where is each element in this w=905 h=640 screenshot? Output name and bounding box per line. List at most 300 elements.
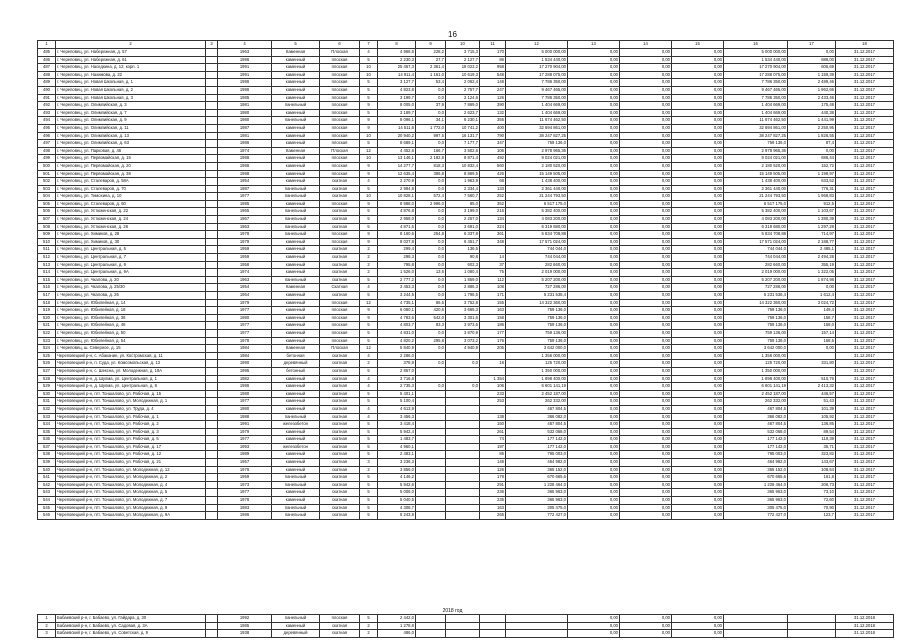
table-cell: 0,00 [672,223,724,231]
table-cell: плоская [320,109,360,117]
table-cell: 0,0 [416,238,446,246]
table-cell: 536 [38,436,56,444]
table-cell: 10 [360,71,378,79]
table-cell: 489 [38,79,56,87]
table-row [38,200,894,208]
table-cell: 1 080,4 [446,269,480,277]
table-cell: каменный [272,94,320,102]
table-cell: 0,00 [568,170,620,178]
table-cell: 3 024,72 [788,299,836,307]
table-cell: плоская [320,329,360,337]
table-cell: 1977 [218,489,272,497]
table-cell: 31.12.2017 [836,200,894,208]
table-cell: 13,6 [416,269,446,277]
table-cell: 12 635,4 [378,170,416,178]
table-cell: каменный [272,622,320,630]
table-cell: 0,00 [568,383,620,391]
table-cell: 0,00 [788,49,836,57]
table-cell: 488 [38,71,56,79]
table-cell: 1991 [218,421,272,429]
table-row [38,383,894,391]
table-cell [206,231,218,239]
table-cell: 1963 [218,223,272,231]
table-cell: 0,00 [568,299,620,307]
table-cell: 0,00 [620,466,672,474]
table-cell: 4 083 200,00 [506,216,568,224]
table-cell [206,162,218,170]
table-cell: 1 380,39 [788,216,836,224]
table-cell: 378,9 [378,360,416,368]
table-cell: 14 911,4 [378,71,416,79]
table-cell: Череповецкий р-н, с. Абакание, ул. Костромская, д. 11 [56,352,206,360]
table-cell: 253 [480,398,506,406]
table-cell [206,421,218,429]
table-cell: 119,39 [788,436,836,444]
table-cell: 0,00 [672,390,724,398]
table-cell: г. Череповец, ул. Новая Школьная, д. 1 [56,79,206,87]
table-cell: 0,00 [568,56,620,64]
table-cell: 0,00 [568,276,620,284]
table-cell: каменный [272,398,320,406]
table-cell: 0,00 [672,413,724,421]
table-cell: г. Череповец, ул. Чкалова, д. 26 [56,292,206,300]
table-cell: 8 160,6 [378,231,416,239]
table-cell: плоская [320,71,360,79]
table-row [38,124,894,132]
table-cell [446,390,480,398]
table-cell: 0,00 [788,284,836,292]
table-cell: 1988 [218,413,272,421]
table-cell: 8 988,0 [378,200,416,208]
table-cell: 31.12.2017 [836,299,894,307]
table-cell [206,170,218,178]
table-cell: 9 024 021,00 [506,155,568,163]
table-cell: 0,00 [620,86,672,94]
table-cell: 125 720,00 [724,360,788,368]
table-cell: 31.12.2017 [836,269,894,277]
table-cell: 265 [480,512,506,520]
table-cell: 727 286,00 [506,284,568,292]
table-cell: 75 [480,269,506,277]
table-cell: г. Череповец, ул. Олимпийская, д. 11 [56,124,206,132]
table-cell: 73,10 [788,489,836,497]
table-cell [206,132,218,140]
table-cell: 0,00 [672,367,724,375]
table-cell: панельный [272,413,320,421]
table-cell: 0,00 [568,284,620,292]
table-cell [416,443,446,451]
table-cell: 0,00 [568,451,620,459]
table-cell: 3 691,0 [446,223,480,231]
table-cell: 31.12.2017 [836,185,894,193]
table-cell [206,436,218,444]
table-cell: 0,00 [672,49,724,57]
table-cell: 108 [480,284,506,292]
table-cell: 518 [38,299,56,307]
table-cell: 795,8 [378,261,416,269]
table-cell: 4 968,6 [378,49,416,57]
table-cell: 0,00 [672,360,724,368]
table-row [38,375,894,383]
table-cell: Плоская [320,147,360,155]
table-cell: 390 [480,102,506,110]
table-cell: 0,00 [672,428,724,436]
table-cell: 365 963,0 [506,497,568,505]
table-cell: панельный [272,216,320,224]
table-cell: 0,00 [672,474,724,482]
table-cell [416,630,446,638]
table-cell [724,622,788,630]
table-cell [788,367,836,375]
table-cell: 0,00 [568,269,620,277]
table-cell: 1 350 000,00 [506,367,568,375]
table-cell [446,398,480,406]
table-cell: 17 288 075,00 [724,71,788,79]
table-cell: 3 301,6 [446,314,480,322]
table-cell: плоская [320,299,360,307]
table-cell: 31.12.2017 [836,162,894,170]
table-row [38,238,894,246]
table-cell: 252 [480,193,506,201]
table-cell: 0,00 [788,345,836,353]
table-cell: 513 [38,261,56,269]
header-cell: 8 [378,41,416,49]
table-cell: 446,57 [788,390,836,398]
table-cell: 0,00 [672,630,724,638]
table-cell: 31.12.2017 [836,56,894,64]
table-row [38,155,894,163]
table-cell: 958 [480,64,506,72]
table-cell: 2 [360,360,378,368]
table-cell: 440,38 [788,109,836,117]
table-cell: 17 288 075,00 [506,71,568,79]
table-cell: 31.12.2017 [836,276,894,284]
table-cell: 1987 [218,124,272,132]
table-cell: 560 [480,162,506,170]
table-cell: 0,0 [416,140,446,148]
table-cell: 1 962,66 [788,86,836,94]
table-cell: 1986 [218,140,272,148]
table-cell: 2 019 000,00 [724,269,788,277]
table-cell: 0,0 [416,86,446,94]
table-cell [206,238,218,246]
table-cell: 0,00 [672,64,724,72]
table-cell: панельный [272,615,320,623]
table-row [38,49,894,57]
table-cell: 1 404 669,00 [724,102,788,110]
table-cell: 493 [38,109,56,117]
table-row [38,246,894,254]
table-cell: 31.12.2017 [836,451,894,459]
table-cell [446,622,480,630]
table-cell: 9 [360,307,378,315]
table-row [38,466,894,474]
table-cell: 772 427,0 [506,512,568,520]
table-cell: 0,00 [672,489,724,497]
table-cell: 501 [38,170,56,178]
table-cell: 6 601 141,19 [724,383,788,391]
table-cell: 2 452 187,00 [506,390,568,398]
table-cell: 759 136,0 [724,140,788,148]
table-cell: 0,0 [416,208,446,216]
table-cell: 1974 [218,147,272,155]
table-cell: 400 [480,124,506,132]
table-cell: 0,00 [568,413,620,421]
table-cell: 1995 [218,367,272,375]
table-cell: 0,0 [416,223,446,231]
table-cell: 519 [38,307,56,315]
table-cell: 2 334,4 [446,185,480,193]
table-cell: 0,00 [620,178,672,186]
table-cell [416,481,446,489]
table-cell: панельный [272,504,320,512]
table-cell: плоская [320,314,360,322]
table-cell: 112 [480,276,506,284]
table-cell: 158 [480,314,506,322]
table-cell: 1980 [218,390,272,398]
table-cell: 0,00 [620,329,672,337]
table-row [38,193,894,201]
table-cell: 31.12.2017 [836,254,894,262]
table-cell: скатная [320,383,360,391]
table-cell [446,504,480,512]
table-cell: 2 978 965,36 [506,147,568,155]
table-cell: 1 772,0 [416,124,446,132]
table-cell: скатная [320,481,360,489]
table-cell: г. Череповец, ул. Устюженская, д. 26 [56,223,206,231]
table-cell [446,436,480,444]
table-cell: 5 382 400,00 [506,208,568,216]
table-cell: 1959 [218,254,272,262]
table-cell: 523 [38,337,56,345]
table-cell: скатная [320,622,360,630]
table-cell: 759 136,00 [724,329,788,337]
table-cell: 0,00 [568,337,620,345]
table-cell: 31.12.2017 [836,246,894,254]
table-cell: 9 [360,170,378,178]
table-cell: 1985 [218,622,272,630]
table-cell: 5 [360,443,378,451]
table-row [38,352,894,360]
header-cell: 7 [360,41,378,49]
table-cell: 514 [38,269,56,277]
table-cell: 0,00 [672,155,724,163]
table-cell: 0,00 [568,314,620,322]
table-cell: 522 [38,329,56,337]
table-cell: 361 [480,231,506,239]
table-cell: 997,5 [416,132,446,140]
table-cell: каменный [272,261,320,269]
table-cell: 11 674 462,50 [506,117,568,125]
table-cell: г. Череповец, ул. Юбилейная, д. 54 [56,337,206,345]
table-cell: скатная [320,193,360,201]
table-cell: 5 [360,329,378,337]
table-cell: г. Череповец, ул. Олимпийская, д. 3 [56,102,206,110]
table-cell: 1964 [218,292,272,300]
table-cell: г. Череповец, ул. Устюженская, д. 24 [56,216,206,224]
table-cell: г. Череповец, ул. Набережная, д. 61 [56,56,206,64]
table-cell: скатная [320,405,360,413]
table-cell: 2 180 520,00 [724,162,788,170]
table-cell: каменный [272,246,320,254]
table-cell: каменный [272,56,320,64]
table-cell: 6 601 141,19 [506,383,568,391]
table-cell: 21 244 793,50 [506,193,568,201]
table-cell: 0,00 [620,292,672,300]
table-cell [206,497,218,505]
table-cell: 511 [38,246,56,254]
table-cell: 0,00 [568,254,620,262]
table-cell: железобетон [272,421,320,429]
table-cell: 0,0 [416,360,446,368]
table-cell: 5 [360,337,378,345]
table-cell: 305 475,0 [506,504,568,512]
table-cell: 7 560,7 [446,193,480,201]
table-cell: 7 786 350,00 [506,94,568,102]
table-cell: 0,00 [568,216,620,224]
table-cell: 0,00 [620,79,672,87]
table-cell: 0,00 [672,622,724,630]
table-cell: 2 230,3 [378,56,416,64]
header-cell: 12 [506,41,568,49]
table-cell: 1 796,5 [446,292,480,300]
table-cell: 83,3 [416,322,446,330]
table-cell: 138 [480,413,506,421]
table-cell: панельный [272,276,320,284]
table-cell: 14 322 360,00 [506,299,568,307]
table-cell: плоская [320,231,360,239]
table-cell: 1 859,0 [446,276,480,284]
header-cell: 6 [320,41,360,49]
table-cell: 365 152,0 [724,466,788,474]
table-cell: 15 149 505,00 [724,170,788,178]
table-cell: 3 199,7 [378,94,416,102]
table-cell: 205 [480,345,506,353]
table-cell: 744 044,00 [506,254,568,262]
table-cell: г. Череповец, ул. Новая Школьная, д. 3 [56,94,206,102]
table-cell: 533 [38,413,56,421]
table-cell [206,102,218,110]
table-cell: 3 [38,630,56,638]
table-cell: 152,72 [788,162,836,170]
table-cell: 0,00 [620,284,672,292]
table-row [38,622,894,630]
table-cell: 0,00 [672,254,724,262]
table-cell: 0,00 [568,292,620,300]
table-cell: каменный [272,79,320,87]
table-cell: 5 231 538,4 [724,292,788,300]
table-cell: 134 [480,216,506,224]
table-cell: 818,3 [416,162,446,170]
header-cell: 11 [480,41,506,49]
table-cell: 795 003,0 [506,451,568,459]
table-row [38,459,894,467]
table-cell [206,185,218,193]
table-cell: 177 142,0 [506,443,568,451]
table-cell: 38 247 827,25 [724,132,788,140]
table-cell: каменный [272,71,320,79]
table-cell: каменный [272,200,320,208]
table-cell: Каменная [272,147,320,155]
table-cell: скатная [320,223,360,231]
table-cell: 0,00 [620,140,672,148]
table-cell [206,615,218,623]
table-cell [446,466,480,474]
table-row [38,405,894,413]
table-cell: 0,00 [672,94,724,102]
table-cell: 31.12.2017 [836,481,894,489]
table-cell: 0,00 [672,216,724,224]
table-cell: 2 180 520,00 [506,162,568,170]
table-cell: 1988 [218,170,272,178]
table-cell: 365 963,0 [724,489,788,497]
table-cell: скатная [320,185,360,193]
header-row [38,41,894,49]
table-cell: 2 257,0 [446,216,480,224]
table-cell: 177 [480,329,506,337]
table-cell: 7 786 350,00 [724,79,788,87]
table-cell: 31.12.2017 [836,208,894,216]
table-cell: 1987 [218,185,272,193]
table-cell: 0,00 [620,314,672,322]
table-cell: 136,5 [446,246,480,254]
table-cell: 759 136,0 [724,322,788,330]
table-cell: 0,0 [416,292,446,300]
table-cell: 16 131,7 [446,132,480,140]
table-cell: 4 146,2 [378,474,416,482]
table-cell [480,246,506,254]
table-cell: скатная [320,497,360,505]
table-cell: 5 [360,497,378,505]
table-cell: 0,00 [568,615,620,623]
table-cell: 299,4 [378,246,416,254]
table-cell: 1985 [218,94,272,102]
table-cell [206,246,218,254]
table-cell: 0,00 [620,71,672,79]
table-cell: г. Череповец, ул. Центральная, д. 7 [56,254,206,262]
table-cell: 7 177,7 [446,140,480,148]
table-cell: 18 023,2 [446,64,480,72]
table-cell: 18 [480,360,506,368]
table-cell: 1938 [218,630,272,638]
table-cell [206,117,218,125]
table-cell: 2 735,3 [378,383,416,391]
table-cell: 1990 [218,360,272,368]
table-cell: плоская [320,200,360,208]
table-cell: 0,00 [672,231,724,239]
table-cell: 727 286,00 [724,284,788,292]
table-cell: скатная [320,360,360,368]
table-cell: 0,00 [672,79,724,87]
table-cell: 0,00 [620,367,672,375]
table-cell: 0,0 [416,178,446,186]
table-cell: бетонный [272,367,320,375]
table-cell: скатная [320,428,360,436]
table-row [38,360,894,368]
table-cell: 1963 [218,49,272,57]
table-cell: 355 [480,117,506,125]
table-cell: 163 [480,504,506,512]
table-cell: 31.12.2017 [836,337,894,345]
table-row [38,345,894,353]
table-cell: 5 [360,481,378,489]
table-cell: 4 [360,178,378,186]
table-cell: 4 940,9 [446,345,480,353]
table-cell: 31.12.2017 [836,352,894,360]
table-cell: 236 [480,489,506,497]
table-cell: 2 489,46 [788,79,836,87]
table-cell [206,443,218,451]
